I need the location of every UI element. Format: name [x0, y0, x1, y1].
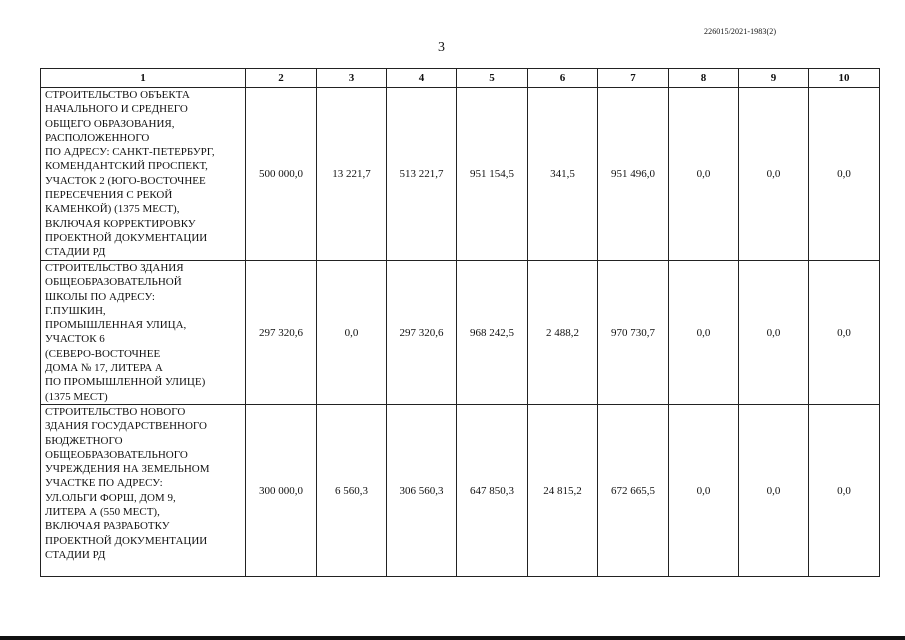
value-cell: 0,0: [739, 88, 809, 261]
value-cell: 0,0: [809, 405, 880, 577]
value-cell: 306 560,3: [387, 405, 457, 577]
value-cell: 970 730,7: [598, 261, 669, 405]
value-cell: 24 815,2: [528, 405, 598, 577]
table-row: [41, 88, 880, 261]
object-name-cell: СТРОИТЕЛЬСТВО ЗДАНИЯ ОБЩЕОБРАЗОВАТЕЛЬНОЙ ШКОЛЫ ПО АДРЕСУ: Г.ПУШКИН, ПРОМЫШЛЕННАЯ УЛИЦА, УЧАСТОК 6 (СЕВЕРО-ВОСТОЧНЕЕ ДОМА № 17, ЛИТЕРА А ПО ПРОМЫШЛЕННОЙ УЛИЦЕ) (1375 МЕСТ): [41, 261, 246, 405]
value-cell: 0,0: [739, 261, 809, 405]
value-cell: 0,0: [809, 261, 880, 405]
value-cell: 2 488,2: [528, 261, 598, 405]
value-cell: 0,0: [809, 88, 880, 261]
document-id: 226015/2021-1983(2): [704, 27, 777, 36]
value-cell: 951 496,0: [598, 88, 669, 261]
column-header: 9: [739, 69, 809, 88]
column-header: 4: [387, 69, 457, 88]
table-header-row: [41, 69, 880, 88]
value-cell: 0,0: [317, 261, 387, 405]
column-header: 7: [598, 69, 669, 88]
column-header: 10: [809, 69, 880, 88]
value-cell: 13 221,7: [317, 88, 387, 261]
budget-table: [40, 68, 880, 577]
value-cell: 672 665,5: [598, 405, 669, 577]
column-header: 5: [457, 69, 528, 88]
scan-bottom-edge: [0, 636, 905, 640]
value-cell: 297 320,6: [387, 261, 457, 405]
value-cell: 513 221,7: [387, 88, 457, 261]
column-header: 8: [669, 69, 739, 88]
table-row: [41, 405, 880, 577]
value-cell: 500 000,0: [246, 88, 317, 261]
table-row: [41, 261, 880, 405]
column-header: 2: [246, 69, 317, 88]
value-cell: 0,0: [669, 405, 739, 577]
value-cell: 300 000,0: [246, 405, 317, 577]
value-cell: 951 154,5: [457, 88, 528, 261]
column-header: 1: [41, 69, 246, 88]
value-cell: 968 242,5: [457, 261, 528, 405]
object-name-cell: СТРОИТЕЛЬСТВО НОВОГО ЗДАНИЯ ГОСУДАРСТВЕННОГО БЮДЖЕТНОГО ОБЩЕОБРАЗОВАТЕЛЬНОГО УЧРЕЖДЕНИЯ НА ЗЕМЕЛЬНОМ УЧАСТКЕ ПО АДРЕСУ: УЛ.ОЛЬГИ ФОРШ, ДОМ 9, ЛИТЕРА А (550 МЕСТ), ВКЛЮЧАЯ РАЗРАБОТКУ ПРОЕКТНОЙ ДОКУМЕНТАЦИИ СТАДИИ РД: [41, 405, 246, 577]
value-cell: 6 560,3: [317, 405, 387, 577]
column-header: 6: [528, 69, 598, 88]
value-cell: 341,5: [528, 88, 598, 261]
value-cell: 0,0: [669, 261, 739, 405]
value-cell: 0,0: [739, 405, 809, 577]
page-number: 3: [438, 40, 445, 55]
value-cell: 0,0: [669, 88, 739, 261]
column-header: 3: [317, 69, 387, 88]
object-name-cell: СТРОИТЕЛЬСТВО ОБЪЕКТА НАЧАЛЬНОГО И СРЕДНЕГО ОБЩЕГО ОБРАЗОВАНИЯ, РАСПОЛОЖЕННОГО ПО АДРЕСУ: САНКТ-ПЕТЕРБУРГ, КОМЕНДАНТСКИЙ ПРОСПЕКТ, УЧАСТОК 2 (ЮГО-ВОСТОЧНЕЕ ПЕРЕСЕЧЕНИЯ С РЕКОЙ КАМЕНКОЙ) (1375 МЕСТ), ВКЛЮЧАЯ КОРРЕКТИРОВКУ ПРОЕКТНОЙ ДОКУМЕНТАЦИИ СТАДИИ РД: [41, 88, 246, 261]
value-cell: 297 320,6: [246, 261, 317, 405]
value-cell: 647 850,3: [457, 405, 528, 577]
